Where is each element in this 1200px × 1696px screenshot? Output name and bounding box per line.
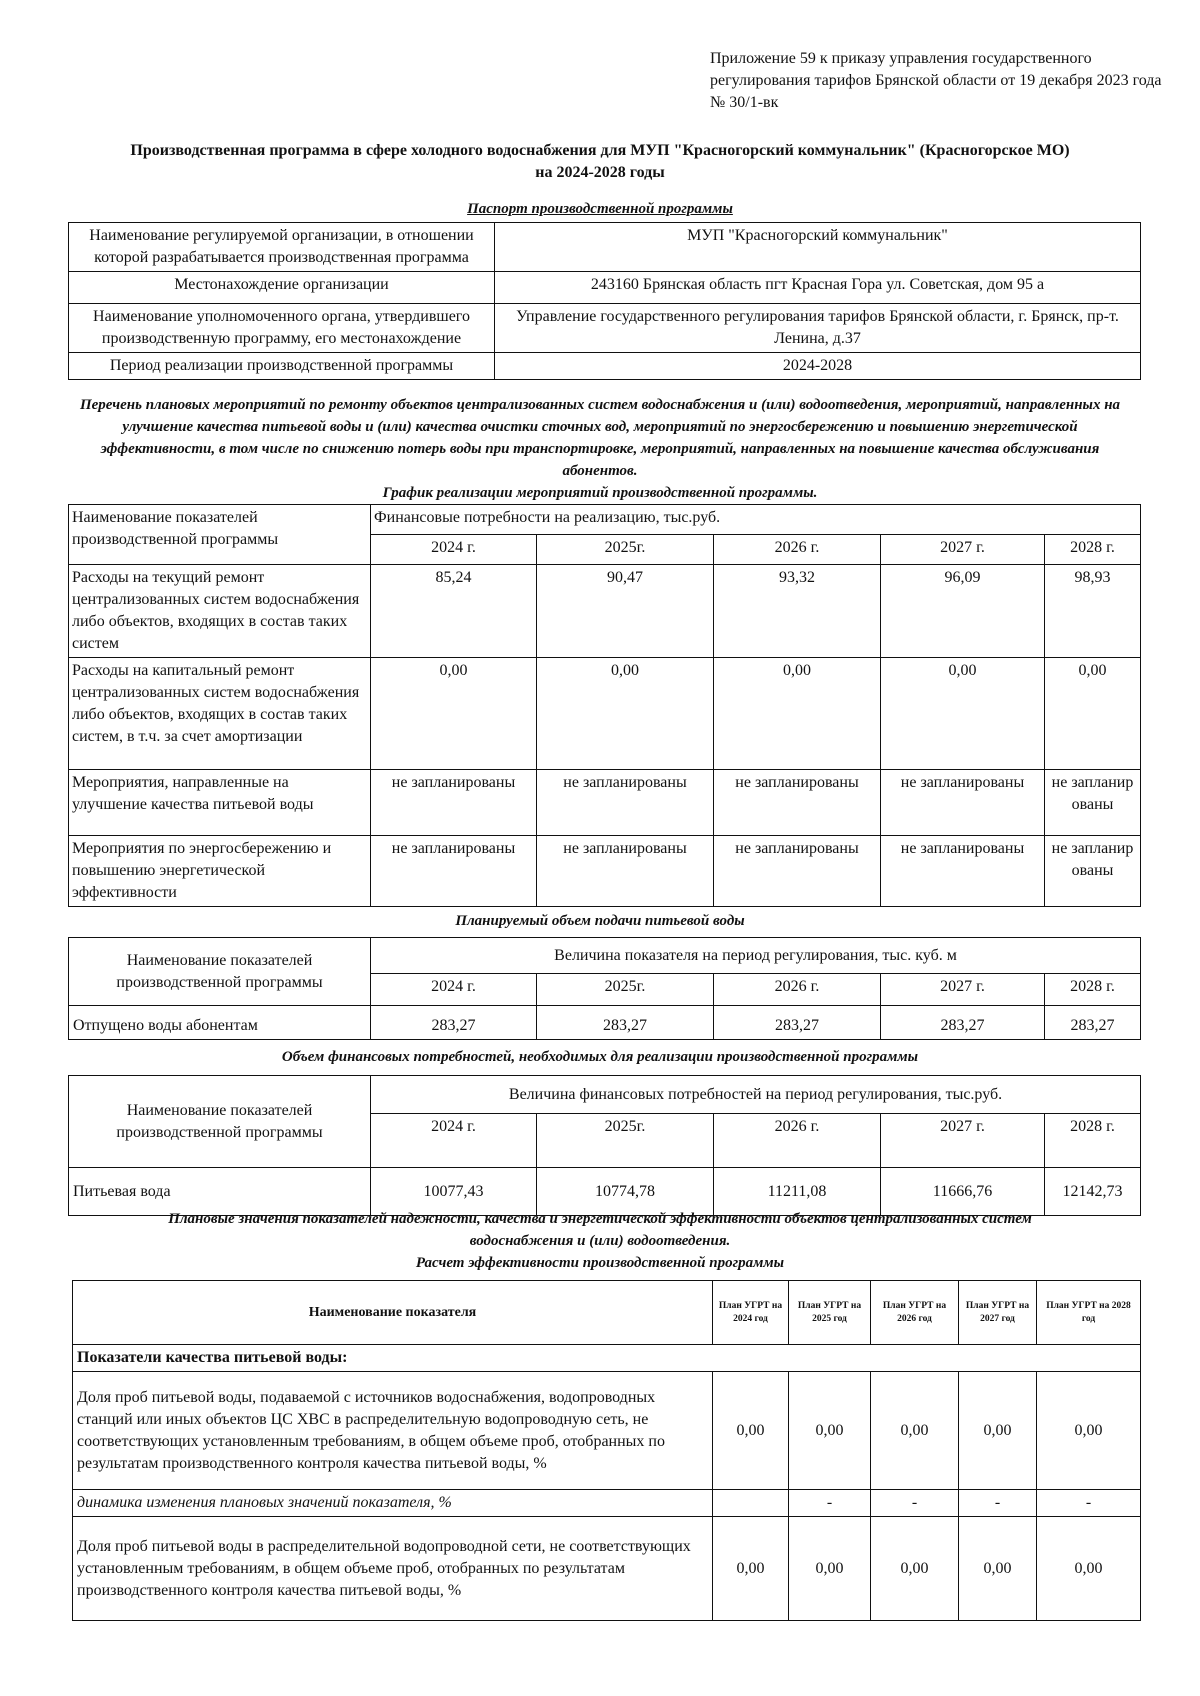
row-label: Мероприятия по энергосбережению и повышению энергетической эффективности <box>69 836 371 907</box>
cell-value: не запланированы <box>537 770 714 836</box>
cell-value: 10774,78 <box>537 1168 714 1216</box>
cell-value: не запланированы <box>371 836 537 907</box>
passport-value: МУП "Красногорский коммунальник" <box>495 223 1141 272</box>
year-header: 2027 г. <box>881 535 1045 565</box>
cell-value: 283,27 <box>1045 1006 1141 1040</box>
cell-value: 0,00 <box>537 658 714 770</box>
finance-table <box>68 1075 1141 1216</box>
cell-value: 11666,76 <box>881 1168 1045 1216</box>
title-line-2: на 2024-2028 годы <box>535 164 665 181</box>
section-title: Показатели качества питьевой воды: <box>73 1345 1141 1372</box>
table-row <box>73 1281 1141 1345</box>
cell-value: 0,00 <box>881 658 1045 770</box>
plan-header: План УГРТ на 2025 год <box>789 1281 871 1345</box>
year-header: 2027 г. <box>881 1114 1045 1168</box>
efficiency-caption: Расчет эффективности производственной программы <box>415 1255 785 1271</box>
cell-value: 93,32 <box>714 565 881 658</box>
year-header: 2026 г. <box>714 535 881 565</box>
cell-value: 96,09 <box>881 565 1045 658</box>
cell-value: 11211,08 <box>714 1168 881 1216</box>
table-row <box>69 1006 1141 1040</box>
row-label: Отпущено воды абонентам <box>69 1006 371 1040</box>
plan-header: План УГРТ на 2027 год <box>959 1281 1037 1345</box>
table-row <box>73 1372 1141 1490</box>
row-label: динамика изменения плановых значений показателя, % <box>73 1490 713 1517</box>
year-header: 2024 г. <box>371 535 537 565</box>
schedule-head-label: Наименование показателей производственной программы <box>69 505 371 565</box>
cell-value: - <box>789 1490 871 1517</box>
cell-value: 0,00 <box>713 1372 789 1490</box>
row-label: Доля проб питьевой воды, подаваемой с источников водоснабжения, водопроводных станций или иных объектов ЦС ХВС в распределительную водопроводную сеть, не соответствующих установленным требованиям, в общем объеме проб, отобранных по результатам производственного контроля качества питьевой воды, % <box>73 1372 713 1490</box>
table-row <box>69 223 1141 272</box>
cell-value: 0,00 <box>789 1517 871 1621</box>
reliability-caption <box>60 1208 1140 1252</box>
cell-value: не запланированы <box>714 770 881 836</box>
cell-value: 85,24 <box>371 565 537 658</box>
cell-value: не запланированы <box>714 836 881 907</box>
passport-label: Период реализации производственной программы <box>69 353 495 380</box>
document-title <box>60 140 1140 184</box>
title-line-1: Производственная программа в сфере холодного водоснабжения для МУП "Красногорский коммунальник" (Красногорское МО) <box>130 142 1070 159</box>
cell-value <box>713 1490 789 1517</box>
supply-head-group: Величина показателя на период регулирования, тыс. куб. м <box>371 938 1141 974</box>
plan-header: План УГРТ на 2026 год <box>871 1281 959 1345</box>
cell-value: не запланированы <box>371 770 537 836</box>
cell-value: - <box>1037 1490 1141 1517</box>
table-row <box>73 1345 1141 1372</box>
plan-header: План УГРТ на 2028 год <box>1037 1281 1141 1345</box>
schedule-table <box>68 504 1141 907</box>
year-header: 2024 г. <box>371 1114 537 1168</box>
row-label: Питьевая вода <box>69 1168 371 1216</box>
cell-value: 0,00 <box>871 1372 959 1490</box>
cell-value: 0,00 <box>871 1517 959 1621</box>
table-row <box>73 1517 1141 1621</box>
cell-value: 283,27 <box>371 1006 537 1040</box>
table-row <box>69 505 1141 535</box>
reliability-caption-line-2: водоснабжения и (или) водоотведения. <box>469 1233 731 1249</box>
table-row <box>69 565 1141 658</box>
cell-value: 0,00 <box>959 1372 1037 1490</box>
efficiency-head-label: Наименование показателя <box>73 1281 713 1345</box>
finance-head-label: Наименование показателей производственной программы <box>69 1076 371 1168</box>
table-row <box>69 938 1141 974</box>
annex-reference: Приложение 59 к приказу управления государственного регулирования тарифов Брянской области от 19 декабря 2023 года № 30/1-вк <box>710 50 1162 111</box>
finance-head-group: Величина финансовых потребностей на период регулирования, тыс.руб. <box>371 1076 1141 1114</box>
year-header: 2028 г. <box>1045 1114 1141 1168</box>
row-label: Расходы на капитальный ремонт централизованных систем водоснабжения либо объектов, входящих в состав таких систем, в т.ч. за счет амортизации <box>69 658 371 770</box>
row-label: Мероприятия, направленные на улучшение качества питьевой воды <box>69 770 371 836</box>
passport-label: Наименование регулируемой организации, в отношении которой разрабатывается производственная программа <box>69 223 495 272</box>
table-row <box>69 304 1141 353</box>
table-row <box>69 770 1141 836</box>
passport-label: Наименование уполномоченного органа, утвердившего производственную программу, его местонахождение <box>69 304 495 353</box>
cell-value: 0,00 <box>959 1517 1037 1621</box>
cell-value: 283,27 <box>714 1006 881 1040</box>
table-row <box>69 658 1141 770</box>
table-row <box>73 1490 1141 1517</box>
row-label: Доля проб питьевой воды в распределительной водопроводной сети, не соответствующих установленным требованиям, в общем объеме проб, отобранных по результатам производственного контроля качества питьевой воды, % <box>73 1517 713 1621</box>
cell-value: 0,00 <box>789 1372 871 1490</box>
reliability-caption-line-1: Плановые значения показателей надежности, качества и энергетической эффективности объектов централизованных систем <box>168 1211 1032 1227</box>
cell-value: 0,00 <box>714 658 881 770</box>
cell-value: 90,47 <box>537 565 714 658</box>
cell-value: не запланированы <box>881 770 1045 836</box>
cell-value: 0,00 <box>1037 1372 1141 1490</box>
year-header: 2025г. <box>537 535 714 565</box>
table-row <box>69 836 1141 907</box>
passport-caption: Паспорт производственной программы <box>467 201 733 217</box>
year-header: 2025г. <box>537 974 714 1006</box>
cell-value: - <box>871 1490 959 1517</box>
year-header: 2028 г. <box>1045 535 1141 565</box>
cell-value: 0,00 <box>1037 1517 1141 1621</box>
passport-value: Управление государственного регулирования тарифов Брянской области, г. Брянск, пр-т. Ленина, д.37 <box>495 304 1141 353</box>
cell-value: 0,00 <box>371 658 537 770</box>
table-row <box>69 272 1141 304</box>
cell-value: не запланированы <box>881 836 1045 907</box>
cell-value: 10077,43 <box>371 1168 537 1216</box>
cell-value: 0,00 <box>1045 658 1141 770</box>
plan-header: План УГРТ на 2024 год <box>713 1281 789 1345</box>
cell-value: не запланированы <box>537 836 714 907</box>
supply-table <box>68 937 1141 1040</box>
year-header: 2026 г. <box>714 1114 881 1168</box>
efficiency-table <box>72 1280 1141 1621</box>
passport-value: 2024-2028 <box>495 353 1141 380</box>
cell-value: 98,93 <box>1045 565 1141 658</box>
supply-caption: Планируемый объем подачи питьевой воды <box>455 913 745 929</box>
passport-value: 243160 Брянская область пгт Красная Гора ул. Советская, дом 95 а <box>495 272 1141 304</box>
cell-value: не запланированы <box>1045 836 1141 907</box>
schedule-head-group: Финансовые потребности на реализацию, тыс.руб. <box>371 505 1141 535</box>
measures-caption: Перечень плановых мероприятий по ремонту объектов централизованных систем водоснабжения и (или) водоотведения, мероприятий, направленных на улучшение качества питьевой воды и (или) качества очистки сточных вод, мероприятий по энергосбережению и повышению энергетической эффективности, в том числе по снижению потерь воды при транспортировке, мероприятий, направленных на повышение качества обслуживания абонентов. <box>79 397 1121 479</box>
table-row <box>69 353 1141 380</box>
cell-value: 12142,73 <box>1045 1168 1141 1216</box>
cell-value: - <box>959 1490 1037 1517</box>
finance-caption: Объем финансовых потребностей, необходимых для реализации производственной программы <box>281 1049 919 1065</box>
passport-label: Местонахождение организации <box>69 272 495 304</box>
year-header: 2024 г. <box>371 974 537 1006</box>
row-label: Расходы на текущий ремонт централизованных систем водоснабжения либо объектов, входящих в состав таких систем <box>69 565 371 658</box>
year-header: 2027 г. <box>881 974 1045 1006</box>
year-header: 2026 г. <box>714 974 881 1006</box>
cell-value: не запланированы <box>1045 770 1141 836</box>
passport-table <box>68 222 1141 380</box>
year-header: 2028 г. <box>1045 974 1141 1006</box>
table-row <box>69 1076 1141 1114</box>
supply-head-label: Наименование показателей производственной программы <box>69 938 371 1006</box>
cell-value: 0,00 <box>713 1517 789 1621</box>
year-header: 2025г. <box>537 1114 714 1168</box>
cell-value: 283,27 <box>537 1006 714 1040</box>
schedule-caption: График реализации мероприятий производственной программы. <box>382 485 818 501</box>
cell-value: 283,27 <box>881 1006 1045 1040</box>
